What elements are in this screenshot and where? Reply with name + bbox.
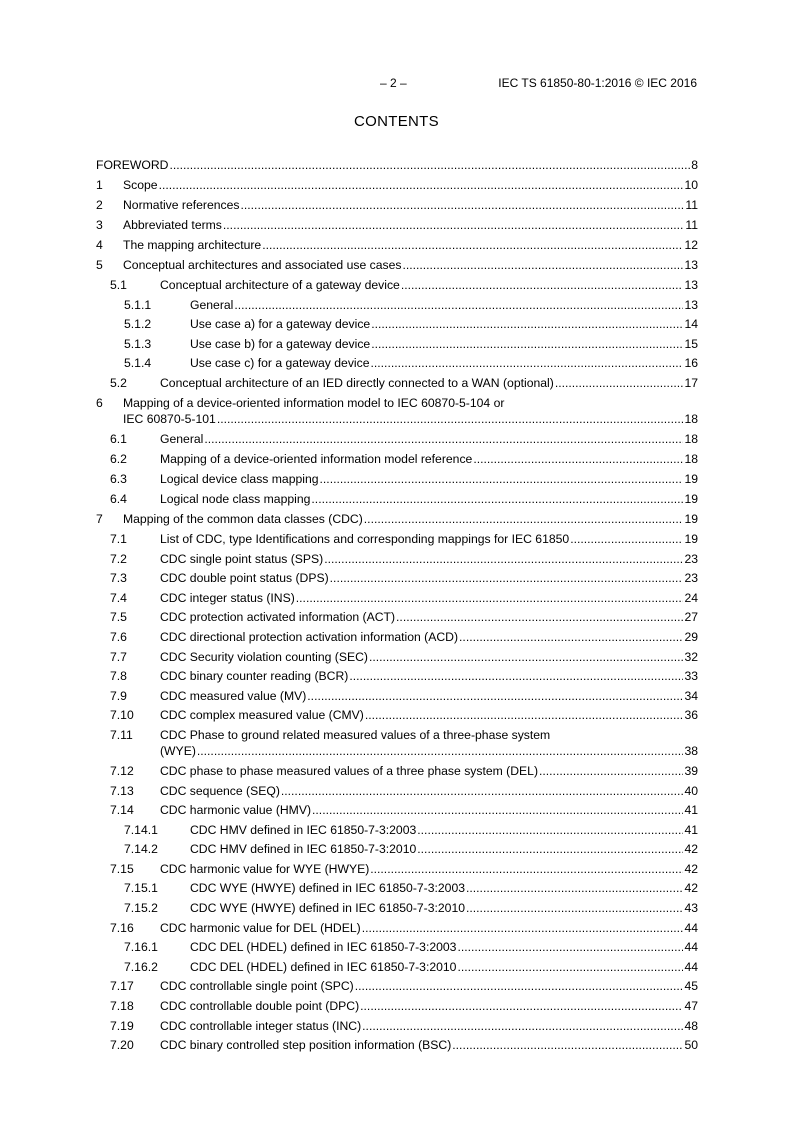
toc-entry[interactable] — [96, 688, 698, 704]
dot-leader — [365, 707, 684, 723]
toc-entry-title: CDC binary counter reading (BCR) — [160, 669, 349, 684]
toc-entry[interactable] — [96, 763, 698, 779]
toc-entry[interactable] — [96, 783, 698, 799]
toc-entry-page: 39 — [684, 763, 698, 778]
toc-entry-title: CDC phase to phase measured values of a three phase system (DEL) — [160, 763, 539, 778]
toc-entry[interactable] — [96, 157, 698, 173]
toc-entry[interactable] — [96, 491, 698, 507]
toc-entry-page: 41 — [684, 803, 698, 818]
toc-entry[interactable] — [96, 978, 698, 994]
toc-entry-page: 27 — [684, 610, 698, 625]
toc-entry-title: Use case b) for a gateway device — [190, 336, 371, 351]
toc-entry-number: 7.10 — [110, 708, 134, 723]
toc-entry-page: 24 — [684, 590, 698, 605]
toc-entry-number: 5.1 — [110, 278, 127, 292]
toc-entry-number: 6.1 — [110, 431, 127, 446]
dot-leader — [204, 431, 683, 447]
page-number: – 2 – — [380, 76, 407, 90]
toc-entry-title: General — [160, 431, 204, 446]
toc-entry-number: 7.16.2 — [124, 959, 158, 974]
dot-leader — [307, 688, 683, 704]
toc-entry-page: 19 — [684, 531, 698, 546]
dot-leader — [459, 629, 683, 645]
toc-entry-title: CDC controllable double point (DPC) — [160, 999, 360, 1014]
toc-entry-number: 5 — [96, 258, 103, 272]
toc-entry[interactable] — [96, 375, 698, 391]
toc-entry-number: 5.2 — [110, 375, 127, 390]
toc-entry-page: 42 — [684, 842, 698, 857]
toc-entry-page: 40 — [684, 783, 698, 798]
toc-entry[interactable] — [96, 355, 698, 371]
toc-entry-title: Mapping of a device-oriented information model to IEC 60870-5-104 or — [123, 395, 505, 410]
toc-entry[interactable] — [96, 297, 698, 313]
dot-leader — [371, 355, 684, 371]
toc-entry-page: 43 — [684, 901, 698, 916]
dot-leader — [371, 336, 683, 352]
toc-entry-number: 7.2 — [110, 551, 127, 566]
toc-entry-page: 42 — [684, 861, 698, 876]
toc-entry-title: List of CDC, type Identifications and corresponding mappings for IEC 61850 — [160, 531, 570, 546]
toc-entry-title: Use case a) for a gateway device — [190, 317, 371, 332]
toc-entry-title: Conceptual architectures and associated use cases — [123, 258, 402, 272]
toc-entry-title: Use case c) for a gateway device — [190, 356, 370, 371]
toc-entry[interactable] — [96, 590, 698, 606]
dot-leader — [362, 920, 684, 936]
toc-entry-number: 7.9 — [110, 688, 127, 703]
toc-entry-number: 7.18 — [110, 999, 134, 1014]
dot-leader — [457, 959, 683, 975]
toc-entry-title: Logical device class mapping — [160, 471, 319, 486]
dot-leader — [417, 841, 683, 857]
toc-entry-number: 7.11 — [110, 727, 133, 742]
toc-entry-page: 47 — [684, 999, 698, 1014]
toc-entry[interactable] — [96, 431, 698, 447]
toc-entry-number: 1 — [96, 178, 103, 192]
toc-entry[interactable] — [96, 727, 698, 759]
dot-leader — [360, 998, 683, 1014]
toc-entry-number: 5.1.4 — [124, 356, 152, 371]
toc-entry[interactable] — [96, 880, 698, 896]
toc-entry[interactable] — [96, 939, 698, 955]
toc-entry-page: 45 — [684, 979, 698, 994]
toc-entry-title: CDC harmonic value for WYE (HWYE) — [160, 861, 370, 876]
dot-leader — [169, 157, 690, 173]
toc-entry[interactable] — [96, 217, 698, 233]
toc-entry-page: 44 — [684, 959, 698, 974]
toc-entry[interactable] — [96, 316, 698, 332]
toc-entry-title: CDC directional protection activation information (ACD) — [160, 629, 459, 644]
toc-entry[interactable] — [96, 841, 698, 857]
toc-entry[interactable] — [96, 920, 698, 936]
toc-entry-page: 23 — [684, 571, 698, 586]
toc-entry-title: CDC single point status (SPS) — [160, 551, 324, 566]
toc-entry-page: 12 — [684, 238, 698, 252]
dot-leader — [369, 649, 683, 665]
toc-entry-number: 7.4 — [110, 590, 127, 605]
toc-entry-number: 6 — [96, 395, 103, 410]
toc-entry-number: 7.14 — [110, 803, 134, 818]
dot-leader — [466, 900, 683, 916]
toc-entry-title: CDC protection activated information (ACT) — [160, 610, 396, 625]
toc-entry-number: 5.1.2 — [124, 317, 152, 332]
page-header — [0, 76, 793, 92]
toc-entry-page: 44 — [684, 920, 698, 935]
dot-leader — [555, 375, 684, 391]
toc-entry-title-continued: (WYE) — [160, 743, 196, 758]
toc-entry-title: CDC HMV defined in IEC 61850-7-3:2010 — [190, 842, 417, 857]
toc-entry[interactable] — [96, 1037, 698, 1053]
toc-entry-title: CDC Phase to ground related measured values of a three-phase system — [160, 727, 551, 742]
toc-entry[interactable] — [96, 471, 698, 487]
dot-leader — [401, 277, 684, 293]
dot-leader — [539, 763, 683, 779]
toc-entry[interactable] — [96, 451, 698, 467]
toc-entry-page: 38 — [684, 743, 698, 758]
dot-leader — [312, 802, 683, 818]
dot-leader — [371, 316, 683, 332]
toc-entry-number: 7.12 — [110, 763, 134, 778]
toc-entry-page: 36 — [684, 708, 698, 723]
toc-entry-title: CDC Security violation counting (SEC) — [160, 649, 368, 664]
toc-entry-number: 5.1.3 — [124, 336, 152, 351]
toc-entry-page: 18 — [684, 431, 698, 446]
toc-entry-title: Abbreviated terms — [123, 218, 222, 232]
dot-leader — [197, 743, 684, 759]
toc-entry-title: CDC complex measured value (CMV) — [160, 708, 364, 723]
dot-leader — [370, 861, 683, 877]
dot-leader — [223, 217, 684, 233]
toc-entry-title: CDC WYE (HWYE) defined in IEC 61850-7-3:2010 — [190, 901, 466, 916]
toc-entry-number: 7.19 — [110, 1018, 134, 1033]
toc-entry-page: 48 — [684, 1018, 698, 1033]
toc-entry-page: 32 — [684, 649, 698, 664]
toc-entry[interactable] — [96, 629, 698, 645]
toc-entry-title: CDC harmonic value for DEL (HDEL) — [160, 920, 361, 935]
toc-entry-number: 7.15 — [110, 861, 134, 876]
toc-entry-number: 4 — [96, 238, 103, 252]
dot-leader — [396, 609, 683, 625]
dot-leader — [296, 590, 684, 606]
toc-entry-title: CDC DEL (HDEL) defined in IEC 61850-7-3:2003 — [190, 940, 457, 955]
dot-leader — [330, 570, 684, 586]
dot-leader — [159, 177, 684, 193]
toc-entry-title: The mapping architecture — [123, 238, 262, 252]
toc-entry-page: 34 — [684, 688, 698, 703]
toc-entry-title: Mapping of a device-oriented information model reference — [160, 451, 473, 466]
toc-entry-page: 17 — [684, 375, 698, 390]
toc-entry[interactable] — [96, 177, 698, 193]
dot-leader — [234, 297, 683, 313]
toc-entry-number: 7.13 — [110, 783, 134, 798]
toc-entry-number: 7.14.2 — [124, 842, 158, 857]
toc-entry-number: 6.3 — [110, 471, 127, 486]
toc-entry[interactable] — [96, 861, 698, 877]
dot-leader — [362, 1018, 683, 1034]
toc-entry[interactable] — [96, 277, 698, 293]
toc-entry-number: 7.5 — [110, 610, 127, 625]
toc-entry-number: 7.20 — [110, 1038, 134, 1053]
toc-entry-page: 11 — [685, 218, 698, 232]
toc-entry-title: CDC harmonic value (HMV) — [160, 803, 312, 818]
toc-entry[interactable] — [96, 531, 698, 547]
toc-entry-number: 6.4 — [110, 491, 127, 506]
toc-entry-title: Mapping of the common data classes (CDC) — [123, 511, 363, 526]
toc-entry-title-continued: IEC 60870-5-101 — [123, 411, 216, 426]
toc-entry-page: 19 — [684, 491, 698, 506]
toc-entry-title: Conceptual architecture of a gateway device — [160, 278, 400, 292]
toc-entry-page: 16 — [684, 356, 698, 371]
dot-leader — [473, 451, 683, 467]
toc-entry-number: 7.16 — [110, 920, 134, 935]
toc-entry[interactable] — [96, 959, 698, 975]
dot-leader — [457, 939, 683, 955]
toc-entry[interactable] — [96, 257, 698, 273]
toc-entry[interactable] — [96, 822, 698, 838]
toc-entry-number: 7.17 — [110, 979, 134, 994]
toc-entry[interactable] — [96, 609, 698, 625]
toc-entry[interactable] — [96, 237, 698, 253]
toc-entry-page: 13 — [684, 278, 698, 292]
toc-entry[interactable] — [96, 707, 698, 723]
toc-entry-title: Scope — [123, 178, 158, 192]
toc-entry-page: 18 — [684, 451, 698, 466]
dot-leader — [349, 668, 683, 684]
toc-entry-title: CDC HMV defined in IEC 61850-7-3:2003 — [190, 822, 417, 837]
toc-entry-number: 7.1 — [110, 531, 127, 546]
dot-leader — [324, 551, 683, 567]
toc-entry[interactable] — [96, 197, 698, 213]
toc-entry-number: 6.2 — [110, 451, 127, 466]
toc-entry-title: Conceptual architecture of an IED directly connected to a WAN (optional) — [160, 375, 554, 390]
toc-entry-number: 7.14.1 — [124, 822, 158, 837]
toc-entry[interactable] — [96, 511, 698, 527]
toc-entry-number: 7.6 — [110, 629, 127, 644]
toc-entry-page: 29 — [684, 629, 698, 644]
toc-entry[interactable] — [96, 551, 698, 567]
toc-entry[interactable] — [96, 649, 698, 665]
toc-entry-number: 7.8 — [110, 669, 127, 684]
toc-entry-title: CDC controllable integer status (INC) — [160, 1018, 362, 1033]
toc-entry-title: CDC binary controlled step position information (BSC) — [160, 1038, 452, 1053]
dot-leader — [355, 978, 684, 994]
dot-leader — [364, 511, 684, 527]
dot-leader — [570, 531, 683, 547]
toc-entry[interactable] — [96, 395, 698, 427]
toc-entry-title: General — [190, 297, 234, 312]
toc-entry-title: Normative references — [123, 198, 240, 212]
toc-entry-page: 8 — [691, 158, 698, 172]
toc-entry-page: 44 — [684, 940, 698, 955]
toc-entry-title: CDC double point status (DPS) — [160, 571, 329, 586]
toc-entry-number: 7.16.1 — [124, 940, 158, 955]
toc-entry-number: 2 — [96, 198, 103, 212]
toc-entry-number: 5.1.1 — [124, 297, 152, 312]
toc-entry-number: 7 — [96, 511, 103, 526]
toc-entry-number: 3 — [96, 218, 103, 232]
dot-leader — [466, 880, 683, 896]
dot-leader — [241, 197, 685, 213]
toc-entry-title: CDC DEL (HDEL) defined in IEC 61850-7-3:2010 — [190, 959, 457, 974]
toc-entry[interactable] — [96, 998, 698, 1014]
toc-entry-page: 10 — [684, 178, 698, 192]
dot-leader — [262, 237, 683, 253]
toc-entry-page: 19 — [684, 471, 698, 486]
toc-entry-page: 11 — [685, 198, 698, 212]
toc-entry-page: 18 — [684, 411, 698, 426]
toc-entry-page: 23 — [684, 551, 698, 566]
toc-entry-title: Logical node class mapping — [160, 491, 311, 506]
toc-entry-title: CDC controllable single point (SPC) — [160, 979, 354, 994]
dot-leader — [320, 471, 684, 487]
toc-entry-title: FOREWORD — [96, 158, 169, 172]
table-of-contents — [96, 157, 698, 1057]
toc-entry-page: 42 — [684, 881, 698, 896]
toc-entry[interactable] — [96, 802, 698, 818]
toc-entry-page: 15 — [684, 336, 698, 351]
toc-entry-page: 41 — [684, 822, 698, 837]
toc-entry-number: 7.7 — [110, 649, 127, 664]
toc-entry[interactable] — [96, 668, 698, 684]
contents-title: CONTENTS — [354, 113, 439, 130]
toc-entry[interactable] — [96, 1018, 698, 1034]
toc-entry-number: 7.3 — [110, 571, 127, 586]
toc-entry-page: 14 — [684, 317, 698, 332]
toc-entry-title: CDC integer status (INS) — [160, 590, 295, 605]
toc-entry[interactable] — [96, 336, 698, 352]
toc-entry-title: CDC measured value (MV) — [160, 688, 307, 703]
dot-leader — [281, 783, 684, 799]
toc-entry-number: 7.15.1 — [124, 881, 158, 896]
toc-entry-page: 13 — [684, 258, 698, 272]
toc-entry-number: 7.15.2 — [124, 901, 158, 916]
toc-entry[interactable] — [96, 900, 698, 916]
toc-entry-title: CDC sequence (SEQ) — [160, 783, 280, 798]
toc-entry[interactable] — [96, 570, 698, 586]
dot-leader — [217, 411, 684, 427]
dot-leader — [417, 822, 683, 838]
toc-entry-page: 50 — [684, 1038, 698, 1053]
toc-entry-page: 13 — [684, 297, 698, 312]
dot-leader — [402, 257, 683, 273]
toc-entry-page: 19 — [684, 511, 698, 526]
toc-entry-title: CDC WYE (HWYE) defined in IEC 61850-7-3:2003 — [190, 881, 466, 896]
dot-leader — [311, 491, 683, 507]
dot-leader — [452, 1037, 683, 1053]
document-identifier: IEC TS 61850-80-1:2016 © IEC 2016 — [498, 76, 697, 90]
toc-entry-page: 33 — [684, 669, 698, 684]
